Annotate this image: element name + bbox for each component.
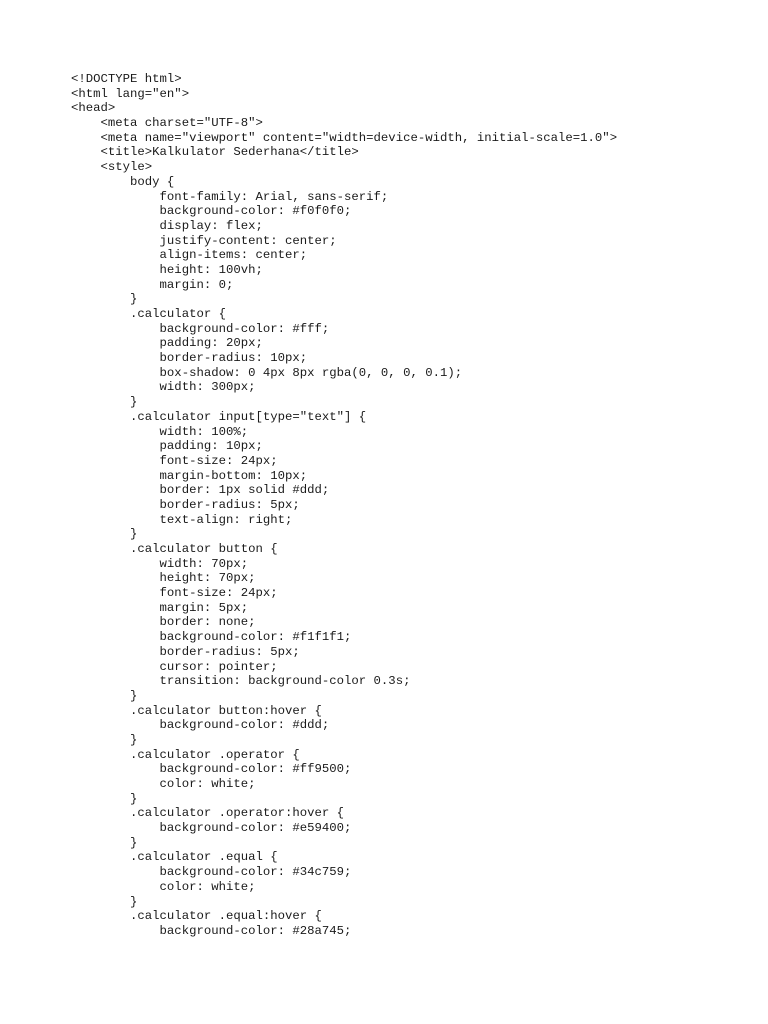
code-line: <!DOCTYPE html> [71,72,182,86]
code-line: background-color: #ddd; [71,718,330,733]
code-line: width: 70px; [71,556,249,571]
code-line: <meta name="viewport" content="width=device-width, initial-scale=1.0"> [71,130,618,145]
code-listing [71,72,617,939]
code-line: body { [71,174,175,189]
code-line: .calculator input[type="text"] { [71,409,367,424]
code-line: background-color: #e59400; [71,821,352,836]
code-line: font-family: Arial, sans-serif; [71,189,389,204]
code-line: width: 100%; [71,424,249,439]
code-line: } [71,791,138,806]
code-line: } [71,527,138,542]
code-line: margin: 5px; [71,600,249,615]
code-line: height: 70px; [71,571,256,586]
code-line: border-radius: 5px; [71,497,300,512]
code-line: width: 300px; [71,380,256,395]
code-line: background-color: #ff9500; [71,762,352,777]
code-line: justify-content: center; [71,233,337,248]
code-line: <head> [71,101,116,116]
code-line: } [71,894,138,909]
code-line: <html lang="en"> [71,86,190,101]
code-line: background-color: #fff; [71,321,330,336]
code-line: <title>Kalkulator Sederhana</title> [71,145,359,160]
code-line: <style> [71,160,153,175]
code-line: .calculator button { [71,542,278,556]
code-line: <meta charset="UTF-8"> [71,116,263,131]
code-line: font-size: 24px; [71,453,278,468]
code-line: background-color: #f0f0f0; [71,204,352,219]
code-line: } [71,688,138,703]
code-line: .calculator { [71,307,226,321]
code-line: .calculator .equal { [71,850,278,865]
code-line: margin: 0; [71,277,234,292]
code-line: background-color: #f1f1f1; [71,630,352,645]
code-line: background-color: #28a745; [71,923,352,938]
code-line: } [71,292,138,307]
code-line: .calculator button:hover { [71,703,322,718]
code-line: } [71,395,138,410]
code-line: color: white; [71,879,256,894]
code-line: color: white; [71,777,256,791]
code-line: transition: background-color 0.3s; [71,674,411,689]
code-line: } [71,835,138,850]
code-line: margin-bottom: 10px; [71,468,308,483]
code-line: } [71,732,138,747]
code-line: border-radius: 5px; [71,644,300,659]
code-line: cursor: pointer; [71,659,278,674]
code-line: height: 100vh; [71,262,263,277]
code-line: .calculator .operator { [71,747,300,762]
code-line: align-items: center; [71,248,308,263]
code-line: border: 1px solid #ddd; [71,483,330,498]
code-line: background-color: #34c759; [71,865,352,880]
code-line: .calculator .operator:hover { [71,806,345,821]
code-line: text-align: right; [71,512,293,527]
code-line: .calculator .equal:hover { [71,909,322,924]
code-line: border: none; [71,615,256,630]
code-line: font-size: 24px; [71,586,278,601]
code-line: padding: 10px; [71,439,263,454]
code-line: border-radius: 10px; [71,351,308,366]
code-line: padding: 20px; [71,336,263,351]
code-line: display: flex; [71,218,263,233]
code-line: box-shadow: 0 4px 8px rgba(0, 0, 0, 0.1); [71,365,463,380]
